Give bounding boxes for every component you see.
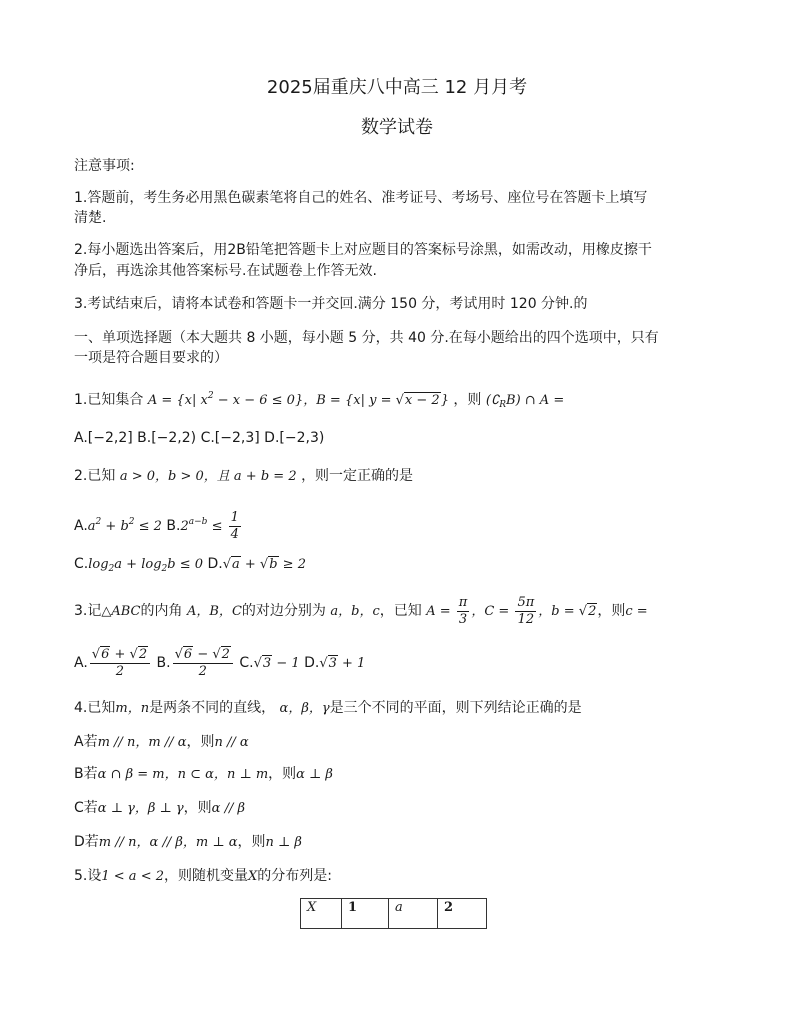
question-3-stem [74,594,648,629]
q4-mid: 是两条不同的直线， [149,700,276,716]
q3-opt-c-label: C. [239,655,254,671]
exam-title: 2025届重庆八中高三 12 月月考 [266,77,528,98]
q4-opt-a-concl: n // α [214,735,249,750]
notice-item-2-line-2: 净后，再选涂其他答案标号.在试题卷上作答无效. [74,263,377,279]
q3-sides: a，b，c [330,604,380,619]
q4-opt-d-tail: ，则 [237,834,266,850]
q3-opt-d: √3 + 1 [319,656,366,671]
section-heading-line-2: 一项是符合题目要求的） [74,350,228,366]
q4-opt-d-label: D若 [74,834,99,850]
question-4-option-c [74,798,245,819]
q3-opt-a: $\frac{√6 + √2}{2}$ [88,656,152,671]
q3-given: A = $\frac{\pi}{3}$ ，C = $\frac{5\pi}{12}$ ，b = √2 [426,595,597,627]
q2-opt-b: $2^{a-b}$ ≤ $\frac{1}{4}$ [180,510,239,542]
table-cell-a: a [389,899,438,929]
question-4-option-a [74,732,249,753]
question-1-stem [74,386,564,415]
notice-heading: 注意事项: [74,158,135,174]
q3-mid: 的内角 [140,603,183,619]
question-2-options-cd [74,554,306,579]
q5-variable: X [248,869,258,884]
q3-opt-c: √3 − 1 [253,656,300,671]
q2-opt-a: $a^2 + b^2 \le 2$ [87,517,162,534]
q3-opt-b-label: B. [156,655,171,671]
q3-angles: A，B，C [186,604,242,619]
q4-opt-b-concl: α ⊥ β [296,767,333,782]
q5-prefix: 5.设 [74,868,102,884]
question-4-option-b [74,764,333,785]
question-1-options: A.[−2,2] B.[−2,2) C.[−2,3] D.[−2,3) [74,430,325,446]
q2-opt-d-label: D. [207,556,223,572]
notice-item-1-line-2: 清楚. [74,210,107,226]
q5-condition: 1 < a < 2 [101,869,164,884]
q4-opt-c-concl: α // β [211,801,245,816]
q2-suffix: ，则一定正确的是 [301,468,414,484]
section-heading-line-1: 一、单项选择题（本大题共 8 小题，每小题 5 分，共 40 分.在每小题给出的四个选项中，只有 [74,330,659,346]
q3-mid2: 的对边分别为 [241,603,326,619]
question-4-stem [74,698,582,719]
q3-opt-b: $\frac{√6 - √2}{2}$ [171,656,235,671]
q4-suffix: 是三个不同的平面，则下列结论正确的是 [329,700,582,716]
q5-mid: ，则随机变量 [164,868,248,884]
q4-opt-a-label: A若 [74,734,98,750]
q4-opt-b-cond: α ∩ β = m，n ⊂ α，n ⊥ m [97,767,269,782]
q1-expression: $(∁_RB)$ ∩ A = [485,393,565,410]
exam-subtitle: 数学试卷 [361,117,433,138]
table-cell-x: X [301,899,342,929]
q4-opt-a-cond: m // n，m // α [97,735,187,750]
q4-lines: m，n [115,701,150,716]
q4-opt-c-tail: ，则 [183,800,212,816]
notice-item-1-line-1: 1.答题前，考生务必用黑色碳素笔将自己的姓名、准考证号、考场号、座位号在答题卡上填写 [74,190,648,206]
question-3-options [74,644,365,683]
question-2-options-ab [74,505,243,544]
q4-opt-a-tail: ，则 [186,734,215,750]
q3-opt-a-label: A. [74,655,88,671]
notice-item-3: 3.考试结束后，请将本试卷和答题卡一并交回.满分 150 分，考试用时 120 分钟.的 [74,296,588,312]
q2-opt-c: $\log_2a + \log_2b \le 0$ [88,557,204,574]
q3-target: c = [625,604,648,619]
q5-suffix: 的分布列是: [257,868,332,884]
q3-triangle: △ABC [101,604,141,619]
q4-opt-d-concl: n ⊥ β [265,835,302,850]
q2-opt-c-label: C. [74,556,89,572]
q4-planes: α，β，γ [279,701,330,716]
notice-item-2-line-1: 2.每小题选出答案后，用2B铅笔把答题卡上对应题目的答案标号涂黑，如需改动，用橡皮擦干 [74,242,652,258]
question-2-stem [74,466,413,487]
q4-opt-b-tail: ，则 [268,766,297,782]
q3-mid3: ，已知 [379,603,422,619]
q3-suffix: ，则 [597,603,626,619]
q1-prefix: 1.已知集合 [74,392,144,408]
q2-opt-d: √a + √b ≥ 2 [222,557,306,572]
q4-prefix: 4.已知 [74,700,116,716]
q2-condition: a > 0，b > 0，且 a + b = 2 [119,469,297,484]
question-5-stem [74,866,332,887]
q2-opt-b-label: B. [166,518,181,534]
question-4-option-d [74,832,302,853]
q3-prefix: 3.记 [74,603,102,619]
q4-opt-d-cond: m // n，α // β，m ⊥ α [98,835,238,850]
q4-opt-b-label: B若 [74,766,98,782]
table-cell-1: 1 [342,899,389,929]
q1-set-a: A = {x| $x^2 - x - 6 \le 0$}，B = {x| y = √x − 2} [147,391,449,408]
q4-opt-c-label: C若 [74,800,98,816]
table-cell-2: 2 [438,899,487,929]
q3-opt-d-label: D. [304,655,320,671]
q2-prefix: 2.已知 [74,468,116,484]
q1-suffix: ，则 [453,392,482,408]
q4-opt-c-cond: α ⊥ γ，β ⊥ γ [97,801,184,816]
q2-opt-a-label: A. [74,518,88,534]
table-row [301,899,487,929]
q2-fraction: $\frac{1}{4}$ [230,510,239,542]
distribution-table [300,898,487,929]
